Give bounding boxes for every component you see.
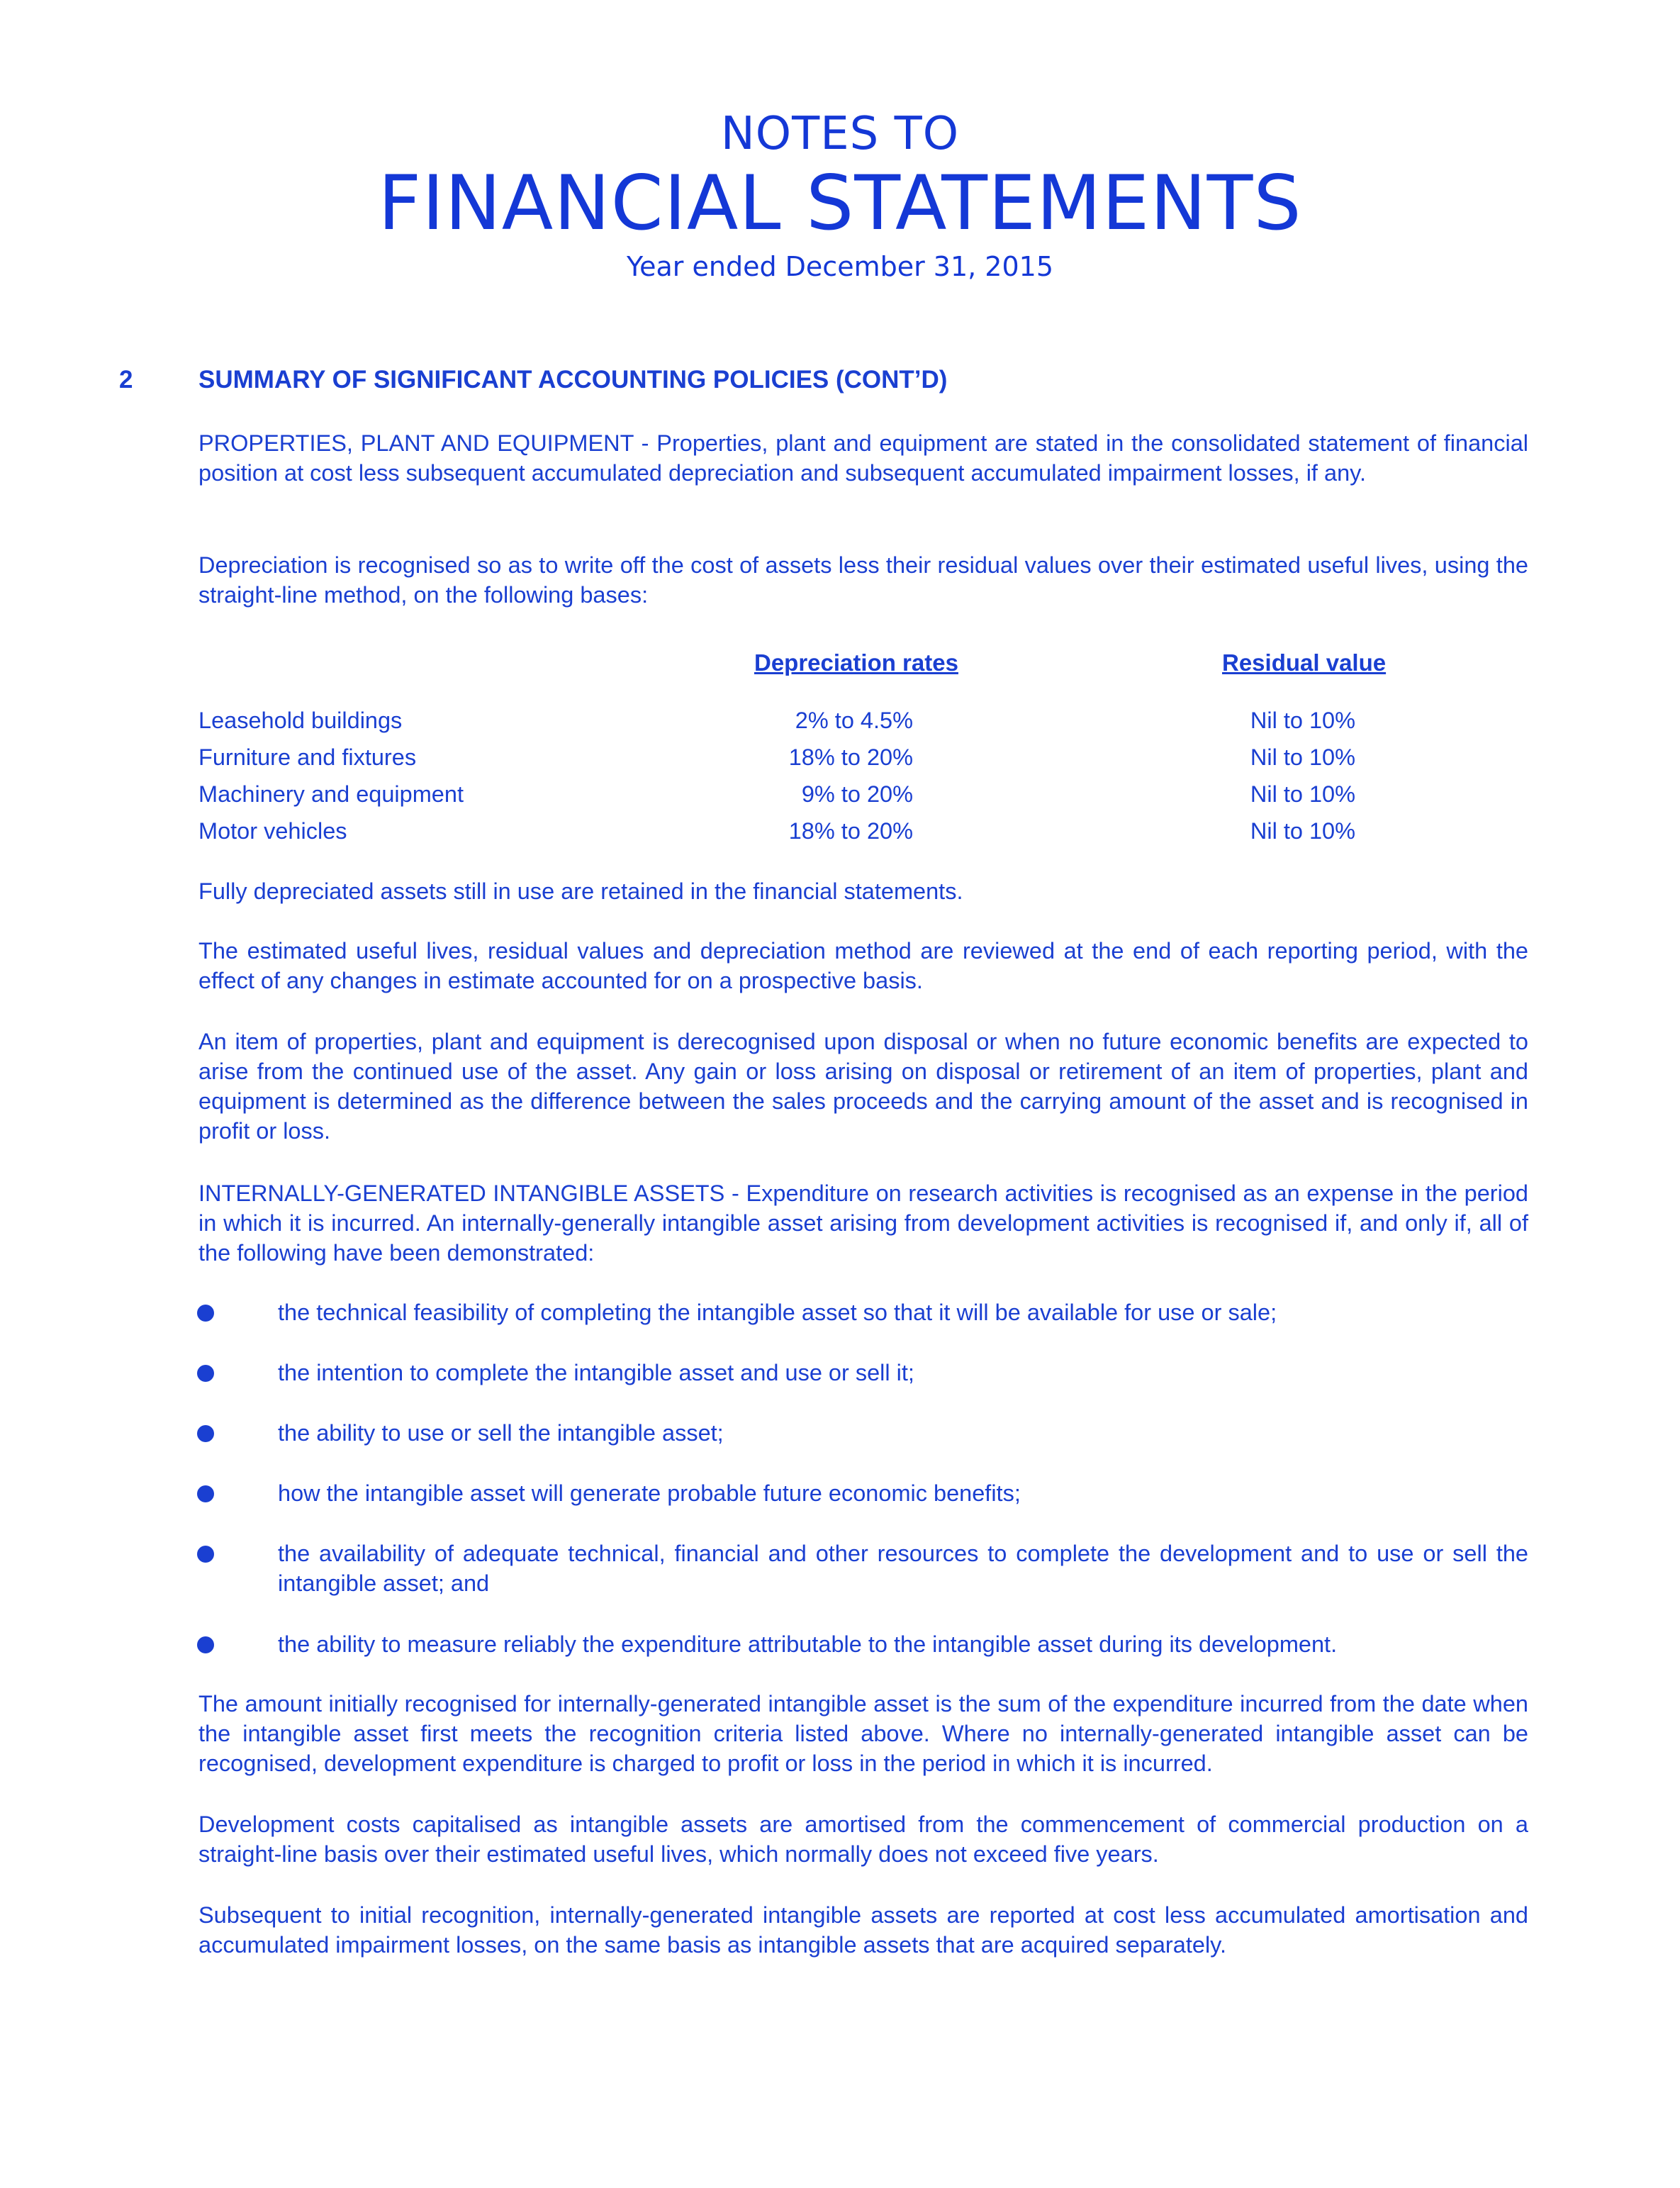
paragraph-development-costs: Development costs capitalised as intangible assets are amortised from the commencement of commercial production on a straight-line basis over their estimated useful lives, which normally does not exceed five years. (198, 1812, 1528, 1867)
list-item-text: the intention to complete the intangible asset and use or sell it; (278, 1360, 914, 1385)
bullet-icon (197, 1636, 214, 1653)
list-item-text: how the intangible asset will generate probable future economic benefits; (278, 1480, 1021, 1506)
table-cell-asset: Machinery and equipment (198, 781, 464, 807)
list-item-text: the ability to use or sell the intangible asset; (278, 1420, 724, 1446)
table-header-residual: Residual value (1222, 649, 1387, 676)
table-header-rates: Depreciation rates (754, 649, 958, 676)
table-cell-residual: Nil to 10% (1250, 708, 1355, 733)
section-title: SUMMARY OF SIGNIFICANT ACCOUNTING POLICIES (CONT’D) (198, 366, 948, 393)
list-item-text: the availability of adequate technical, financial and other resources to complete the development and to use or sell the intangible asset; and (278, 1541, 1528, 1596)
paragraph-ppe: PROPERTIES, PLANT AND EQUIPMENT - Properties, plant and equipment are stated in the consolidated statement of financial position at cost less subsequent accumulated depreciation and subsequent accumulated impairment losses, if any. (198, 430, 1528, 486)
header-notes-to: NOTES TO (720, 108, 960, 160)
table-cell-rate: 18% to 20% (788, 818, 913, 844)
list-item-text: the technical feasibility of completing the intangible asset so that it will be available for use or sale; (278, 1300, 1277, 1325)
table-cell-residual: Nil to 10% (1250, 744, 1355, 770)
paragraph-review: The estimated useful lives, residual values and depreciation method are reviewed at the end of each reporting period, with the effect of any changes in estimate accounted for on a prospective basis. (198, 938, 1528, 993)
table-cell-asset: Motor vehicles (198, 818, 347, 844)
bullet-icon (197, 1305, 214, 1322)
list-item-text: the ability to measure reliably the expenditure attributable to the intangible asset during its development. (278, 1631, 1338, 1657)
header-year: Year ended December 31, 2015 (626, 251, 1054, 282)
table-cell-residual: Nil to 10% (1250, 781, 1355, 807)
bullet-icon (197, 1365, 214, 1382)
header-title: FINANCIAL STATEMENTS (378, 160, 1302, 247)
table-cell-asset: Leasehold buildings (198, 708, 403, 733)
paragraph-amount: The amount initially recognised for internally-generated intangible asset is the sum of the expenditure incurred from the date when the intangible asset first meets the recognition criteria listed above. Where no internally-generated intangible asset can be recognised, development expenditure is charged to profit or loss in the period in which it is incurred. (198, 1691, 1528, 1776)
table-cell-rate: 9% to 20% (801, 781, 913, 807)
bullet-icon (197, 1485, 214, 1502)
bullet-icon (197, 1425, 214, 1442)
table-cell-rate: 2% to 4.5% (795, 708, 913, 733)
page-header (0, 106, 1680, 285)
bullet-icon (197, 1546, 214, 1563)
section-number: 2 (119, 366, 133, 393)
paragraph-depreciation: Depreciation is recognised so as to write off the cost of assets less their residual values over their estimated useful lives, using the straight-line method, on the following bases: (198, 552, 1528, 608)
paragraph-derecognised: An item of properties, plant and equipment is derecognised upon disposal or when no future economic benefits are expected to arise from the continued use of the asset. Any gain or loss arising on disposal or retirement of an item of properties, plant and equipment is determined as the difference between the sales proceeds and the carrying amount of the asset and is recognised in profit or loss. (198, 1029, 1528, 1144)
table-cell-rate: 18% to 20% (788, 744, 913, 770)
table-cell-asset: Furniture and fixtures (198, 744, 417, 770)
paragraph-intangible: INTERNALLY-GENERATED INTANGIBLE ASSETS - Expenditure on research activities is recognised as an expense in the period in which it is incurred. An internally-generally intangible asset arising from development activities is recognised if, and only if, all of the following have been demonstrated: (198, 1180, 1528, 1266)
paragraph-fully-depreciated: Fully depreciated assets still in use are retained in the financial statements. (198, 878, 963, 904)
table-cell-residual: Nil to 10% (1250, 818, 1355, 844)
paragraph-subsequent: Subsequent to initial recognition, internally-generated intangible assets are reported at cost less accumulated amortisation and accumulated impairment losses, on the same basis as intangible assets that are acquired separately. (198, 1902, 1528, 1958)
